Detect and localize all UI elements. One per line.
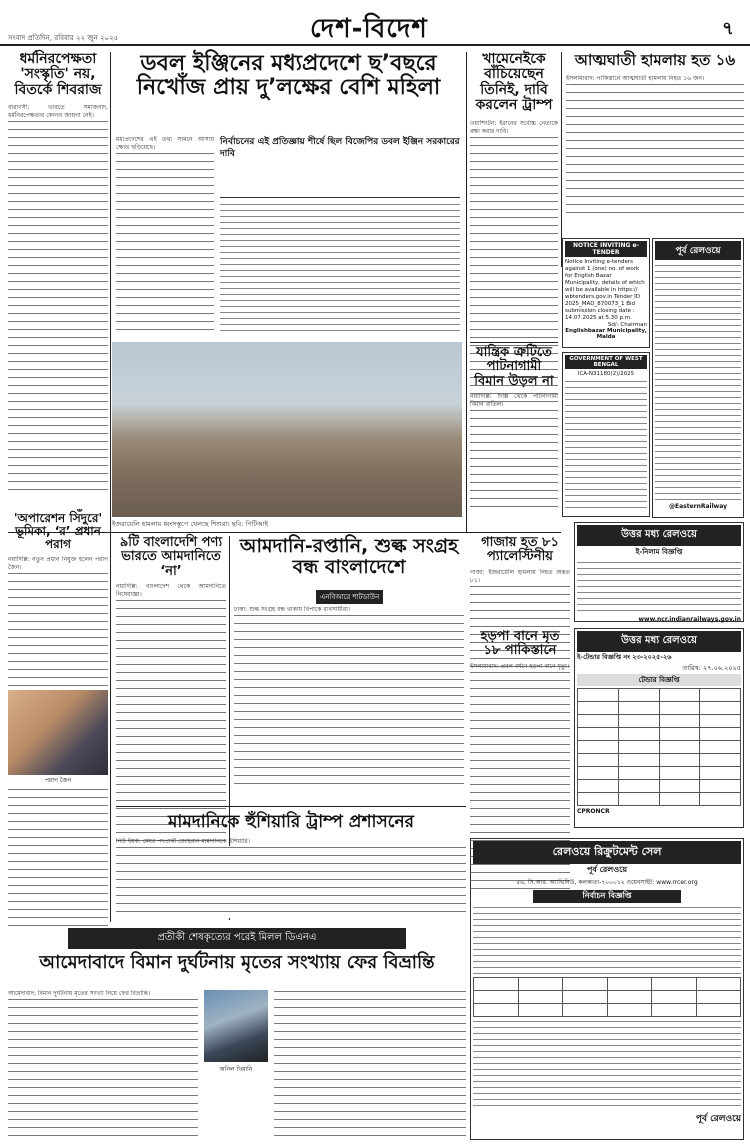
article-ahmedabad — [8, 928, 466, 1140]
column-rule — [466, 52, 467, 532]
headline: যান্ত্রিক ত্রুটিতে পাটনাগামী বিমান উড়ল না — [474, 345, 554, 389]
ad-eastern-railway — [652, 238, 744, 518]
body-lead: নয়াদিল্লি: দিল্লি থেকে পাটনাগামী বিমান বাতিল। — [470, 393, 558, 513]
body-lead: আমেদাবাদ: বিমান দুর্ঘটনায় মৃতের সংখ্যা নিয়ে ফের বিভ্রান্তি। — [8, 990, 198, 1136]
ad-signatory: Sd/- Chairman — [607, 322, 647, 328]
ad-footer: পূর্ব রেলওয়ে — [695, 1114, 741, 1124]
portrait-photo — [8, 690, 108, 775]
body-lead: নিউ ইয়র্ক: মেয়র পদপ্রার্থী জোহরান মামদানিকে হুঁশিয়ারি। — [116, 838, 466, 918]
headline: আত্মঘাতী হামলায় হত ১৬ — [574, 51, 736, 69]
headline: মামদানিকে হুঁশিয়ারি ট্রাম্প প্রশাসনের — [167, 812, 415, 832]
body-lead: ওয়াশিংটন: ইরানের সর্বোচ্চ নেতাকে রক্ষা করার দাবি। — [470, 120, 558, 490]
body-lead: নয়াদিল্লি: নতুন প্রধান নিযুক্ত হলেন পরাগ জৈন। — [8, 556, 108, 686]
ad-org: Englishbazar Municipality, Malda — [565, 328, 647, 340]
headline: 'অপারেশন সিঁদুরে' ভূমিকা, ‘র’ প্রধান পরাগ — [13, 511, 103, 552]
page-number: ৭ — [722, 18, 734, 39]
headline: ৯টি বাংলাদেশি পণ্য ভারতে আমদানিতে ‘না’ — [119, 535, 223, 579]
body-left — [116, 136, 214, 332]
ad-north-central-2 — [574, 628, 744, 828]
kicker: প্রতীকী শেষকৃত্যের পরেই মিলল ডিএনএ — [68, 928, 406, 949]
ad-subtitle: ই-টেন্ডার বিজ্ঞপ্তি নং ২৩-২০২৫-২৬ — [577, 653, 672, 661]
ad-body-lines — [577, 560, 741, 616]
portrait-photo — [204, 990, 268, 1062]
section-title: দেশ-বিদেশ — [310, 14, 428, 44]
headline: হড়পা বানে মৃত ১৮ পাকিস্তানে — [480, 629, 560, 659]
ad-handle: CPRONCR — [577, 808, 610, 815]
body-continued — [8, 788, 108, 928]
ad-date: তারিখ: ২৭.০৬.২০২৫ — [682, 664, 741, 672]
ad-body-lines — [565, 379, 647, 511]
ad-body-lines — [473, 905, 741, 975]
ad-notice: নির্বাচন বিজ্ঞপ্তি — [533, 890, 681, 903]
ad-title: GOVERNMENT OF WEST BENGAL — [565, 355, 647, 369]
article-mamdani — [116, 806, 466, 924]
ad-site: www.ncr.indianrailways.gov.in — [638, 616, 741, 623]
headline: ধর্মনিরপেক্ষতা 'সংস্কৃতি' নয়, বিতর্কে শিবরাজ — [14, 51, 102, 98]
vacancy-table — [473, 977, 741, 1017]
body-lead: ইসলামাবাদ: পাকিস্তানে আত্মঘাতী হামলায় নিহত ১৬ জন। — [566, 75, 744, 215]
body-right — [274, 990, 466, 1136]
ad-handle: @EasternRailway — [669, 503, 727, 510]
ad-subtitle: পূর্ব রেলওয়ে — [586, 865, 628, 874]
photo-caption: পরাগ জৈন — [44, 776, 72, 784]
photo-caption: ইজরায়েলি হামলায় ধ্বংসস্তূপে খেলছে শিশুরা। ছবি: পিটিআই — [112, 520, 269, 528]
headline: আমেদাবাদে বিমান দুর্ঘটনায় মৃতের সংখ্যায় ফের বিভ্রান্তি — [39, 952, 435, 973]
masthead — [0, 0, 750, 46]
headline: খামেনেইকে বাঁচিয়েছেন তিনিই, দাবি করলেন ট্রাম্প — [475, 51, 553, 114]
article-flight — [470, 342, 558, 532]
ad-title: রেলওয়ে রিক্রুটমেন্ট সেল — [473, 841, 741, 864]
article-customs — [234, 536, 464, 798]
ad-govt-wb — [562, 352, 650, 517]
news-photo-gaza — [112, 342, 462, 517]
ad-address: ৫৬, সি.আর. অ্যাভিনিউ, কলকাতা-৭০০০১২ ওয়েবসাইট: www.rrcer.org — [516, 879, 698, 886]
body-lead: নয়াদিল্লি: বাংলাদেশ থেকে আমদানিতে নিষেধাজ্ঞা। — [116, 583, 226, 843]
headline: আমদানি-রপ্তানি, শুল্ক সংগ্রহ বন্ধ বাংলাদেশে — [239, 535, 459, 578]
tag-label: এনবিআরে শাটডাউন — [316, 590, 383, 604]
column-rule — [110, 52, 111, 922]
body-lead: গাজা: ইজরায়েলি হামলায় নিহত অন্তত ৮১। — [470, 569, 570, 759]
ad-title: পূর্ব রেলওয়ে — [655, 241, 741, 260]
ad-rrc — [470, 838, 744, 1140]
body-lead: মধ্যপ্রদেশের এই তথ্য সামনে আসায় ক্ষোভ ছড়িয়েছে। — [116, 136, 214, 332]
body-lead: ইসলামাবাদ: প্রবল বর্ষণে হড়পা বানে মৃত্যু। — [470, 663, 570, 893]
ad-subtitle: ই-নিলাম বিজ্ঞপ্তি — [635, 548, 683, 556]
tender-table — [577, 688, 741, 806]
body-lead: ঢাকা: শুল্ক সংগ্রহ বন্ধ থাকায় বিপাকে ব্যবসায়ীরা। — [234, 606, 464, 791]
ad-ref: ICA-N31180(2)/2025 — [577, 371, 635, 377]
photo-caption: অনিল খিমানি — [219, 1066, 253, 1073]
ad-north-central — [574, 522, 744, 622]
body-lead: বারাণসী: ভারতে সমাজবাদ, ধর্মনিরপেক্ষতার কোনও জায়গা নেই। — [8, 104, 108, 494]
headline: গাজায় হত ৮১ প্যালেস্টিনীয় — [481, 535, 559, 565]
paper-dateline: সংবাদ প্রতিদিন, রবিবার ২২ জুন ২০২৫ — [8, 34, 119, 42]
column-rule — [561, 52, 562, 267]
body-columns — [220, 202, 460, 332]
headline: ডবল ইঞ্জিনের মধ্যপ্রদেশে ছ’বছরে নিখোঁজ প্রায় দু’লক্ষের বেশি মহিলা — [136, 51, 441, 101]
ad-body: Notice Inviting e-tenders against 1 (one) no. of work for English Bazar Municipality, details of which will be available in https:// wbtenders.gov.in Tender ID 2025_MAD_870073_1 Bid submission closing date : 14.07.2025 at 5.30 p.m. — [565, 259, 645, 321]
lead-block — [220, 136, 460, 198]
ad-section: টেন্ডার বিজ্ঞপ্তি — [577, 674, 741, 686]
lead-text: নির্বাচনের এই প্রতিজ্ঞায় শীর্ষে ছিল বিজেপির ডবল ইঞ্জিন সরকারের দাবি — [220, 137, 460, 159]
ad-title: NOTICE INVITING e-TENDER — [565, 241, 647, 257]
ad-body-lines — [655, 263, 741, 503]
ad-body-lines-2 — [473, 1019, 741, 1111]
ad-title: উত্তর মধ্য রেলওয়ে — [577, 631, 741, 652]
article-mp-women — [116, 52, 461, 337]
ad-title: উত্তর মধ্য রেলওয়ে — [577, 525, 741, 546]
article-sindoor — [8, 512, 108, 920]
masthead-rule — [0, 44, 750, 46]
article-secular — [8, 52, 108, 507]
ad-english-bazar — [562, 238, 650, 348]
article-suicide-attack — [566, 52, 744, 232]
